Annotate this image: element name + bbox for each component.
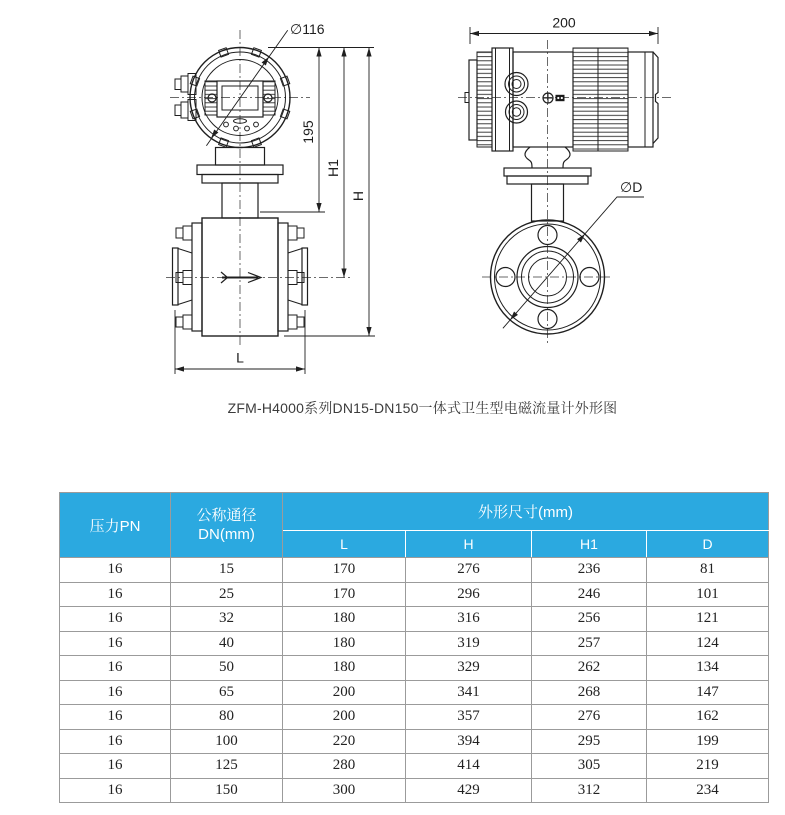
table-cell: 16 (60, 631, 171, 656)
dim-label-200: 200 (552, 14, 576, 31)
table-cell: 147 (647, 680, 769, 705)
table-cell: 220 (283, 729, 406, 754)
table-cell: 65 (171, 680, 283, 705)
table-cell: 316 (406, 607, 532, 632)
dim-label-l: L (236, 349, 244, 366)
dim-width-200 (470, 15, 658, 45)
table-cell: 15 (171, 558, 283, 583)
table-cell: 150 (171, 778, 283, 803)
table-cell: 16 (60, 656, 171, 681)
side-neck (504, 147, 591, 221)
table-cell: 124 (647, 631, 769, 656)
table-cell: 234 (647, 778, 769, 803)
dim-label-195: 195 (300, 120, 316, 144)
table-cell: 341 (406, 680, 532, 705)
table-cell: 180 (283, 607, 406, 632)
front-view (166, 21, 375, 374)
tri-clamp-left (173, 248, 193, 305)
table-cell: 300 (283, 778, 406, 803)
spec-table-header (60, 493, 769, 558)
table-cell: 16 (60, 558, 171, 583)
table-cell: 200 (283, 680, 406, 705)
table-cell: 162 (647, 705, 769, 730)
table-row (60, 631, 769, 656)
tri-clamp-right (288, 248, 308, 305)
table-cell: 180 (283, 631, 406, 656)
table-row (60, 680, 769, 705)
dim-label-phi116: ∅116 (290, 21, 325, 37)
table-cell: 125 (171, 754, 283, 779)
table-cell: 276 (532, 705, 647, 730)
table-cell: 16 (60, 729, 171, 754)
table-row (60, 705, 769, 730)
table-cell: 219 (647, 754, 769, 779)
table-row (60, 656, 769, 681)
flow-arrow-icon (221, 272, 261, 283)
table-cell: 305 (532, 754, 647, 779)
transmitter-housing-side (465, 48, 658, 151)
table-cell: 312 (532, 778, 647, 803)
table-cell: 80 (171, 705, 283, 730)
ground-screw (543, 93, 565, 103)
table-cell: 16 (60, 778, 171, 803)
table-cell: 256 (532, 607, 647, 632)
table-cell: 16 (60, 582, 171, 607)
table-cell: 319 (406, 631, 532, 656)
table-cell: 40 (171, 631, 283, 656)
table-cell: 200 (283, 705, 406, 730)
table-cell: 170 (283, 582, 406, 607)
drawing-caption: ZFM-H4000系列DN15-DN150一体式卫生型电磁流量计外形图 (227, 400, 618, 416)
table-cell: 50 (171, 656, 283, 681)
table-cell: 296 (406, 582, 532, 607)
header-cell-H: H (406, 531, 532, 558)
table-cell: 16 (60, 607, 171, 632)
table-cell: 100 (171, 729, 283, 754)
table-cell: 414 (406, 754, 532, 779)
table-cell: 199 (647, 729, 769, 754)
dim-label-h: H (350, 190, 366, 202)
table-cell: 32 (171, 607, 283, 632)
header-cell-dn (171, 493, 283, 558)
table-cell: 246 (532, 582, 647, 607)
table-row (60, 582, 769, 607)
header-cell-H1: H1 (532, 531, 647, 558)
header-dn-line2: DN(mm) (198, 526, 255, 543)
table-cell: 101 (647, 582, 769, 607)
dim-flange-diameter (503, 179, 644, 328)
table-cell: 81 (647, 558, 769, 583)
table-cell: 25 (171, 582, 283, 607)
table-cell: 429 (406, 778, 532, 803)
table-cell: 295 (532, 729, 647, 754)
terminal-block-right (263, 81, 275, 115)
table-cell: 268 (532, 680, 647, 705)
table-cell: 121 (647, 607, 769, 632)
table-cell: 16 (60, 680, 171, 705)
table-cell: 280 (283, 754, 406, 779)
table-cell: 394 (406, 729, 532, 754)
spec-table (59, 492, 769, 803)
header-dn-line1: 公称通径 (196, 507, 257, 524)
table-cell: 134 (647, 656, 769, 681)
table-cell: 16 (60, 705, 171, 730)
table-cell: 236 (532, 558, 647, 583)
table-cell: 276 (406, 558, 532, 583)
table-cell: 329 (406, 656, 532, 681)
table-cell: 16 (60, 754, 171, 779)
header-cell-dims-group: 外形尺寸(mm) (283, 493, 769, 531)
table-row (60, 778, 769, 803)
table-row (60, 558, 769, 583)
table-cell: 357 (406, 705, 532, 730)
side-view (458, 15, 672, 346)
table-row (60, 729, 769, 754)
table-cell: 180 (283, 656, 406, 681)
dim-label-phid: ∅D (620, 179, 643, 195)
dim-label-h1: H1 (325, 159, 341, 177)
header-cell-D: D (647, 531, 769, 558)
header-cell-pressure: 压力PN (60, 493, 171, 558)
table-row (60, 754, 769, 779)
table-row (60, 607, 769, 632)
terminal-block-left (205, 81, 217, 115)
table-cell: 257 (532, 631, 647, 656)
table-cell: 262 (532, 656, 647, 681)
header-cell-L: L (283, 531, 406, 558)
spec-table-body (60, 558, 769, 803)
table-cell: 170 (283, 558, 406, 583)
